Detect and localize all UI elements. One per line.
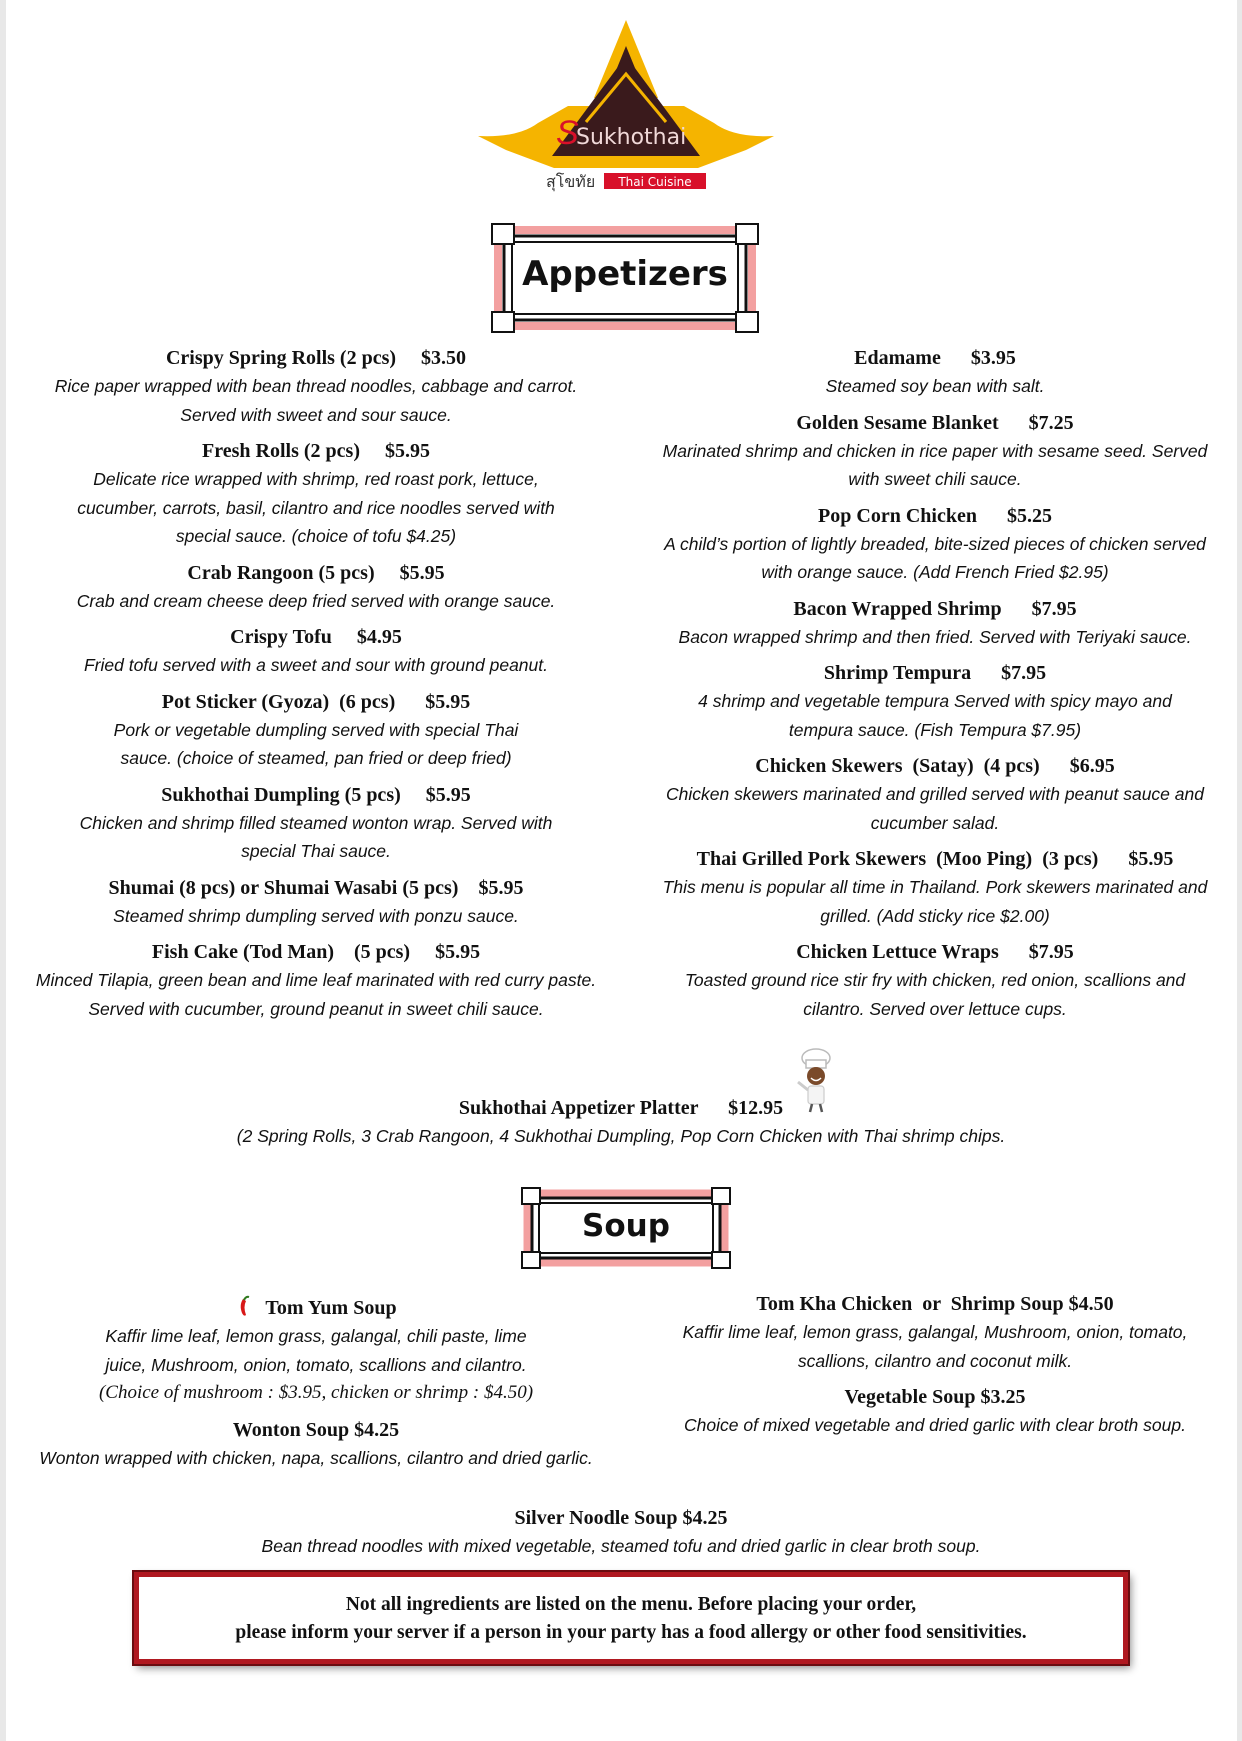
item-name: Bacon Wrapped Shrimp $7.95 [793, 597, 1077, 620]
item-name: Pot Sticker (Gyoza) (6 pcs) $5.95 [161, 690, 471, 713]
item-name: Vegetable Soup $3.25 [844, 1386, 1026, 1408]
item-name: Wonton Soup $4.25 [232, 1418, 400, 1441]
item-name: Chicken Skewers (Satay) (4 pcs) $6.95 [755, 755, 1115, 777]
item-description: 4 shrimp and vegetable tempura Served with spicy mayo and tempura sauce. (Fish Tempura $7.95) [698, 691, 1172, 740]
allergy-notice-line-1: Not all ingredients are listed on the menu. Before placing your order, [345, 1594, 917, 1615]
item-description: Choice of mixed vegetable and dried garlic with clear broth soup. [684, 1415, 1186, 1435]
item-description: (2 Spring Rolls, 3 Crab Rangoon, 4 Sukhothai Dumpling, Pop Corn Chicken with Thai shrimp chips. [236, 1126, 1006, 1146]
item-description: Bean thread noodles with mixed vegetable, steamed tofu and dried garlic in clear broth soup. [261, 1536, 981, 1556]
logo-brand-name: Sukhothai [576, 125, 687, 150]
item-note: (Choice of mushroom : $3.95, chicken or shrimp : $4.50) [98, 1382, 534, 1403]
allergy-notice-line-2: please inform your server if a person in your party has a food allergy or other food sensitivities. [235, 1622, 1027, 1643]
menu-item [26, 437, 606, 551]
appetizers-heading-frame [490, 222, 760, 334]
item-name: Golden Sesame Blanket $7.25 [796, 411, 1074, 434]
item-name: Sukhothai Appetizer Platter $12.95 [458, 1097, 784, 1119]
menu-item [26, 623, 606, 680]
item-name: Chicken Lettuce Wraps $7.95 [796, 941, 1074, 963]
item-description: Delicate rice wrapped with shrimp, red roast pork, lettuce, cucumber, carrots, basil, cilantro and rice noodles served with special sauce. (choice of tofu $4.25) [77, 469, 555, 546]
item-description: Toasted ground rice stir fry with chicken, red onion, scallions and cilantro. Served over lettuce cups. [684, 970, 1186, 1019]
item-name: Fish Cake (Tod Man) (5 pcs) $5.95 [151, 941, 481, 963]
menu-item [654, 752, 1216, 837]
menu-item [26, 344, 606, 429]
item-name-row [26, 1294, 606, 1322]
item-name: Crispy Tofu $4.95 [230, 626, 402, 648]
item-name: Tom Kha Chicken or Shrimp Soup $4.50 [756, 1293, 1114, 1315]
item-name: Tom Yum Soup [265, 1297, 397, 1319]
logo-tagline: Thai Cuisine [618, 175, 692, 189]
soup-left-column [26, 1294, 606, 1472]
item-description: Steamed shrimp dumpling served with ponzu sauce. [113, 905, 519, 926]
item-description: Chicken and shrimp filled steamed wonton wrap. Served with special Thai sauce. [79, 812, 553, 861]
logo-thai-name: สุโขทัย [546, 172, 596, 191]
menu-item [654, 344, 1216, 401]
appetizers-right-column [654, 344, 1216, 1023]
soup-title: Soup [582, 1208, 670, 1244]
item-description: Pork or vegetable dumpling served with special Thai sauce. (choice of steamed, pan fried or deep fried) [113, 719, 519, 768]
item-description: Steamed soy bean with salt. [825, 376, 1045, 396]
item-name: Shrimp Tempura $7.95 [823, 662, 1047, 684]
item-name: Shumai (8 pcs) or Shumai Wasabi (5 pcs) $5.95 [108, 876, 524, 899]
item-name: Crispy Spring Rolls (2 pcs) $3.50 [165, 347, 467, 369]
soup-right-column [654, 1290, 1216, 1440]
menu-item [654, 1383, 1216, 1440]
soup-center [156, 1504, 1086, 1561]
menu-page [6, 0, 1237, 1741]
item-name: Edamame $3.95 [854, 347, 1016, 369]
menu-item [26, 781, 606, 866]
menu-item [26, 1416, 606, 1473]
item-name: Fresh Rolls (2 pcs) $5.95 [202, 440, 430, 462]
thai-roof-logo-icon [478, 18, 774, 198]
allergy-notice [134, 1572, 1128, 1664]
menu-item [654, 502, 1216, 587]
item-description: Kaffir lime leaf, lemon grass, galangal, chili paste, lime juice, Mushroom, onion, tomato, scallions and cilantro. [105, 1326, 527, 1375]
item-name: Silver Noodle Soup $4.25 [514, 1507, 728, 1529]
menu-item [156, 1094, 1086, 1151]
restaurant-logo [478, 18, 774, 198]
item-description: A child’s portion of lightly breaded, bite-sized pieces of chicken served with orange sauce. (Add French Fried $2.95) [664, 533, 1206, 582]
menu-item [26, 559, 606, 616]
menu-item [654, 595, 1216, 652]
menu-item [156, 1504, 1086, 1561]
item-name: Thai Grilled Pork Skewers (Moo Ping) (3 pcs) $5.95 [696, 848, 1174, 870]
item-description: Minced Tilapia, green bean and lime leaf marinated with red curry paste. Served with cucumber, ground peanut in sweet chili sauce. [35, 970, 597, 1019]
item-description: Kaffir lime leaf, lemon grass, galangal, Mushroom, onion, tomato, scallions, cilantro and coconut milk. [682, 1322, 1188, 1371]
appetizers-left-column [26, 344, 606, 1023]
item-description: Chicken skewers marinated and grilled served with peanut sauce and cucumber salad. [666, 784, 1204, 833]
item-name: Sukhothai Dumpling (5 pcs) $5.95 [161, 783, 471, 806]
item-description: This menu is popular all time in Thailand. Pork skewers marinated and grilled. (Add sticky rice $2.00) [662, 877, 1208, 926]
appetizers-title: Appetizers [522, 254, 728, 294]
item-name: Pop Corn Chicken $5.25 [818, 504, 1052, 527]
svg-text:S: S [556, 114, 579, 152]
menu-item [26, 1294, 606, 1408]
menu-item [26, 938, 606, 1023]
item-description: Rice paper wrapped with bean thread noodles, cabbage and carrot. Served with sweet and sour sauce. [54, 376, 578, 425]
soup-heading-frame [520, 1186, 732, 1270]
appetizer-platter [156, 1094, 1086, 1151]
menu-item [654, 659, 1216, 744]
item-description: Marinated shrimp and chicken in rice paper with sesame seed. Served with sweet chili sauce. [662, 440, 1208, 489]
item-description: Fried tofu served with a sweet and sour with ground peanut. [83, 655, 548, 675]
item-description: Bacon wrapped shrimp and then fried. Served with Teriyaki sauce. [678, 626, 1192, 647]
item-description: Crab and cream cheese deep fried served with orange sauce. [76, 590, 556, 611]
menu-item [654, 1290, 1216, 1375]
item-description: Wonton wrapped with chicken, napa, scallions, cilantro and dried garlic. [39, 1447, 593, 1468]
chili-pepper-icon [235, 1295, 253, 1317]
menu-item [654, 845, 1216, 930]
menu-item [654, 938, 1216, 1023]
menu-item [26, 874, 606, 931]
menu-item [654, 409, 1216, 494]
menu-item [26, 688, 606, 773]
item-name: Crab Rangoon (5 pcs) $5.95 [187, 561, 445, 584]
